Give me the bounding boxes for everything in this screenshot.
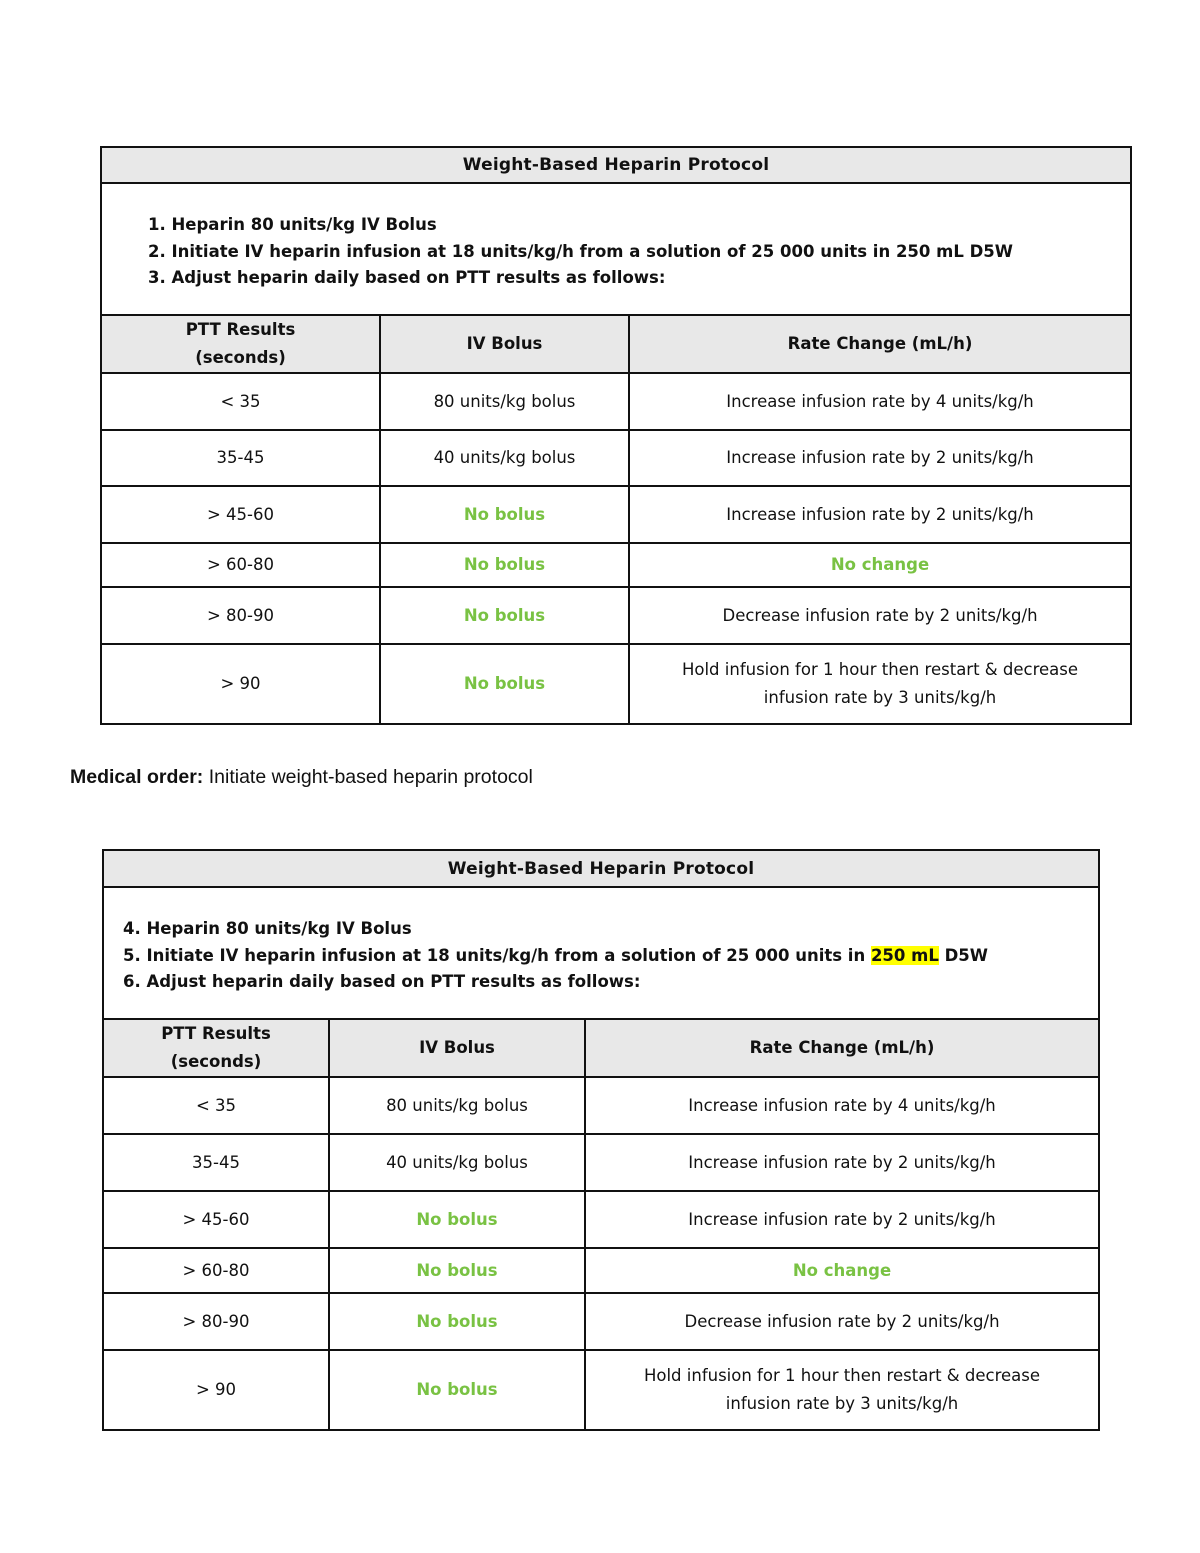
ptt-cell: > 80-90 [101,587,380,644]
protocol-table-2 [102,849,1100,1431]
ptt-cell: > 80-90 [103,1293,329,1350]
ptt-cell: < 35 [101,373,380,430]
table-row [103,1134,1099,1191]
ptt-cell: 35-45 [103,1134,329,1191]
table-row [103,1293,1099,1350]
ptt-cell: > 60-80 [101,543,380,587]
step-item: 5. Initiate IV heparin infusion at 18 units/kg/h from a solution of 25 000 units in 250 mL D5W [123,945,988,965]
step-item: 3. Adjust heparin daily based on PTT results as follows: [148,268,666,287]
table-row [101,587,1131,644]
bolus-cell: 80 units/kg bolus [380,373,629,430]
table-row [103,1248,1099,1293]
header-iv-bolus: IV Bolus [380,315,629,373]
rate-cell: Hold infusion for 1 hour then restart & decrease infusion rate by 3 units/kg/h [585,1350,1099,1430]
header-ptt-results: PTT Results (seconds) [101,315,380,373]
table-header-row [103,1019,1099,1077]
highlighted-volume: 250 mL [870,945,939,965]
table-row [103,1077,1099,1134]
protocol-title: Weight-Based Heparin Protocol [101,147,1131,183]
bolus-cell: No bolus [329,1350,585,1430]
table-row [101,486,1131,543]
protocol-table-1 [100,146,1132,725]
table-row [101,430,1131,486]
step-item: 4. Heparin 80 units/kg IV Bolus [123,919,412,938]
ptt-cell: > 45-60 [101,486,380,543]
protocol-steps [101,183,1131,315]
bolus-cell: 40 units/kg bolus [380,430,629,486]
medical-order-text: Initiate weight-based heparin protocol [208,766,533,788]
header-rate-change: Rate Change (mL/h) [629,315,1131,373]
header-ptt-results: PTT Results (seconds) [103,1019,329,1077]
table-row [103,1191,1099,1248]
table-row [103,1350,1099,1430]
rate-cell: Increase infusion rate by 4 units/kg/h [585,1077,1099,1134]
steps-list [102,184,1130,292]
bolus-cell: No bolus [329,1248,585,1293]
rate-cell: Increase infusion rate by 2 units/kg/h [585,1191,1099,1248]
rate-cell: Decrease infusion rate by 2 units/kg/h [585,1293,1099,1350]
steps-list [104,888,1098,996]
ptt-cell: > 45-60 [103,1191,329,1248]
rate-cell: No change [585,1248,1099,1293]
bolus-cell: No bolus [380,587,629,644]
header-rate-change: Rate Change (mL/h) [585,1019,1099,1077]
rate-cell: No change [629,543,1131,587]
bolus-cell: No bolus [329,1293,585,1350]
rate-cell: Increase infusion rate by 4 units/kg/h [629,373,1131,430]
rate-cell: Increase infusion rate by 2 units/kg/h [629,486,1131,543]
table-header-row [101,315,1131,373]
rate-cell: Increase infusion rate by 2 units/kg/h [585,1134,1099,1191]
step-item: 1. Heparin 80 units/kg IV Bolus [148,215,437,234]
table-row [101,644,1131,724]
protocol-steps [103,887,1099,1019]
ptt-cell: < 35 [103,1077,329,1134]
medical-order-label: Medical order: [70,766,204,788]
ptt-cell: 35-45 [101,430,380,486]
ptt-cell: > 90 [103,1350,329,1430]
bolus-cell: No bolus [380,543,629,587]
table-row [101,543,1131,587]
rate-cell: Increase infusion rate by 2 units/kg/h [629,430,1131,486]
bolus-cell: No bolus [380,486,629,543]
protocol-title: Weight-Based Heparin Protocol [103,850,1099,887]
ptt-cell: > 60-80 [103,1248,329,1293]
ptt-cell: > 90 [101,644,380,724]
header-iv-bolus: IV Bolus [329,1019,585,1077]
medical-order [70,766,533,789]
bolus-cell: No bolus [380,644,629,724]
bolus-cell: 80 units/kg bolus [329,1077,585,1134]
rate-cell: Hold infusion for 1 hour then restart & decrease infusion rate by 3 units/kg/h [629,644,1131,724]
step-item: 2. Initiate IV heparin infusion at 18 units/kg/h from a solution of 25 000 units in 250 mL D5W [148,241,1013,261]
bolus-cell: No bolus [329,1191,585,1248]
bolus-cell: 40 units/kg bolus [329,1134,585,1191]
rate-cell: Decrease infusion rate by 2 units/kg/h [629,587,1131,644]
step-item: 6. Adjust heparin daily based on PTT results as follows: [123,972,641,991]
table-row [101,373,1131,430]
